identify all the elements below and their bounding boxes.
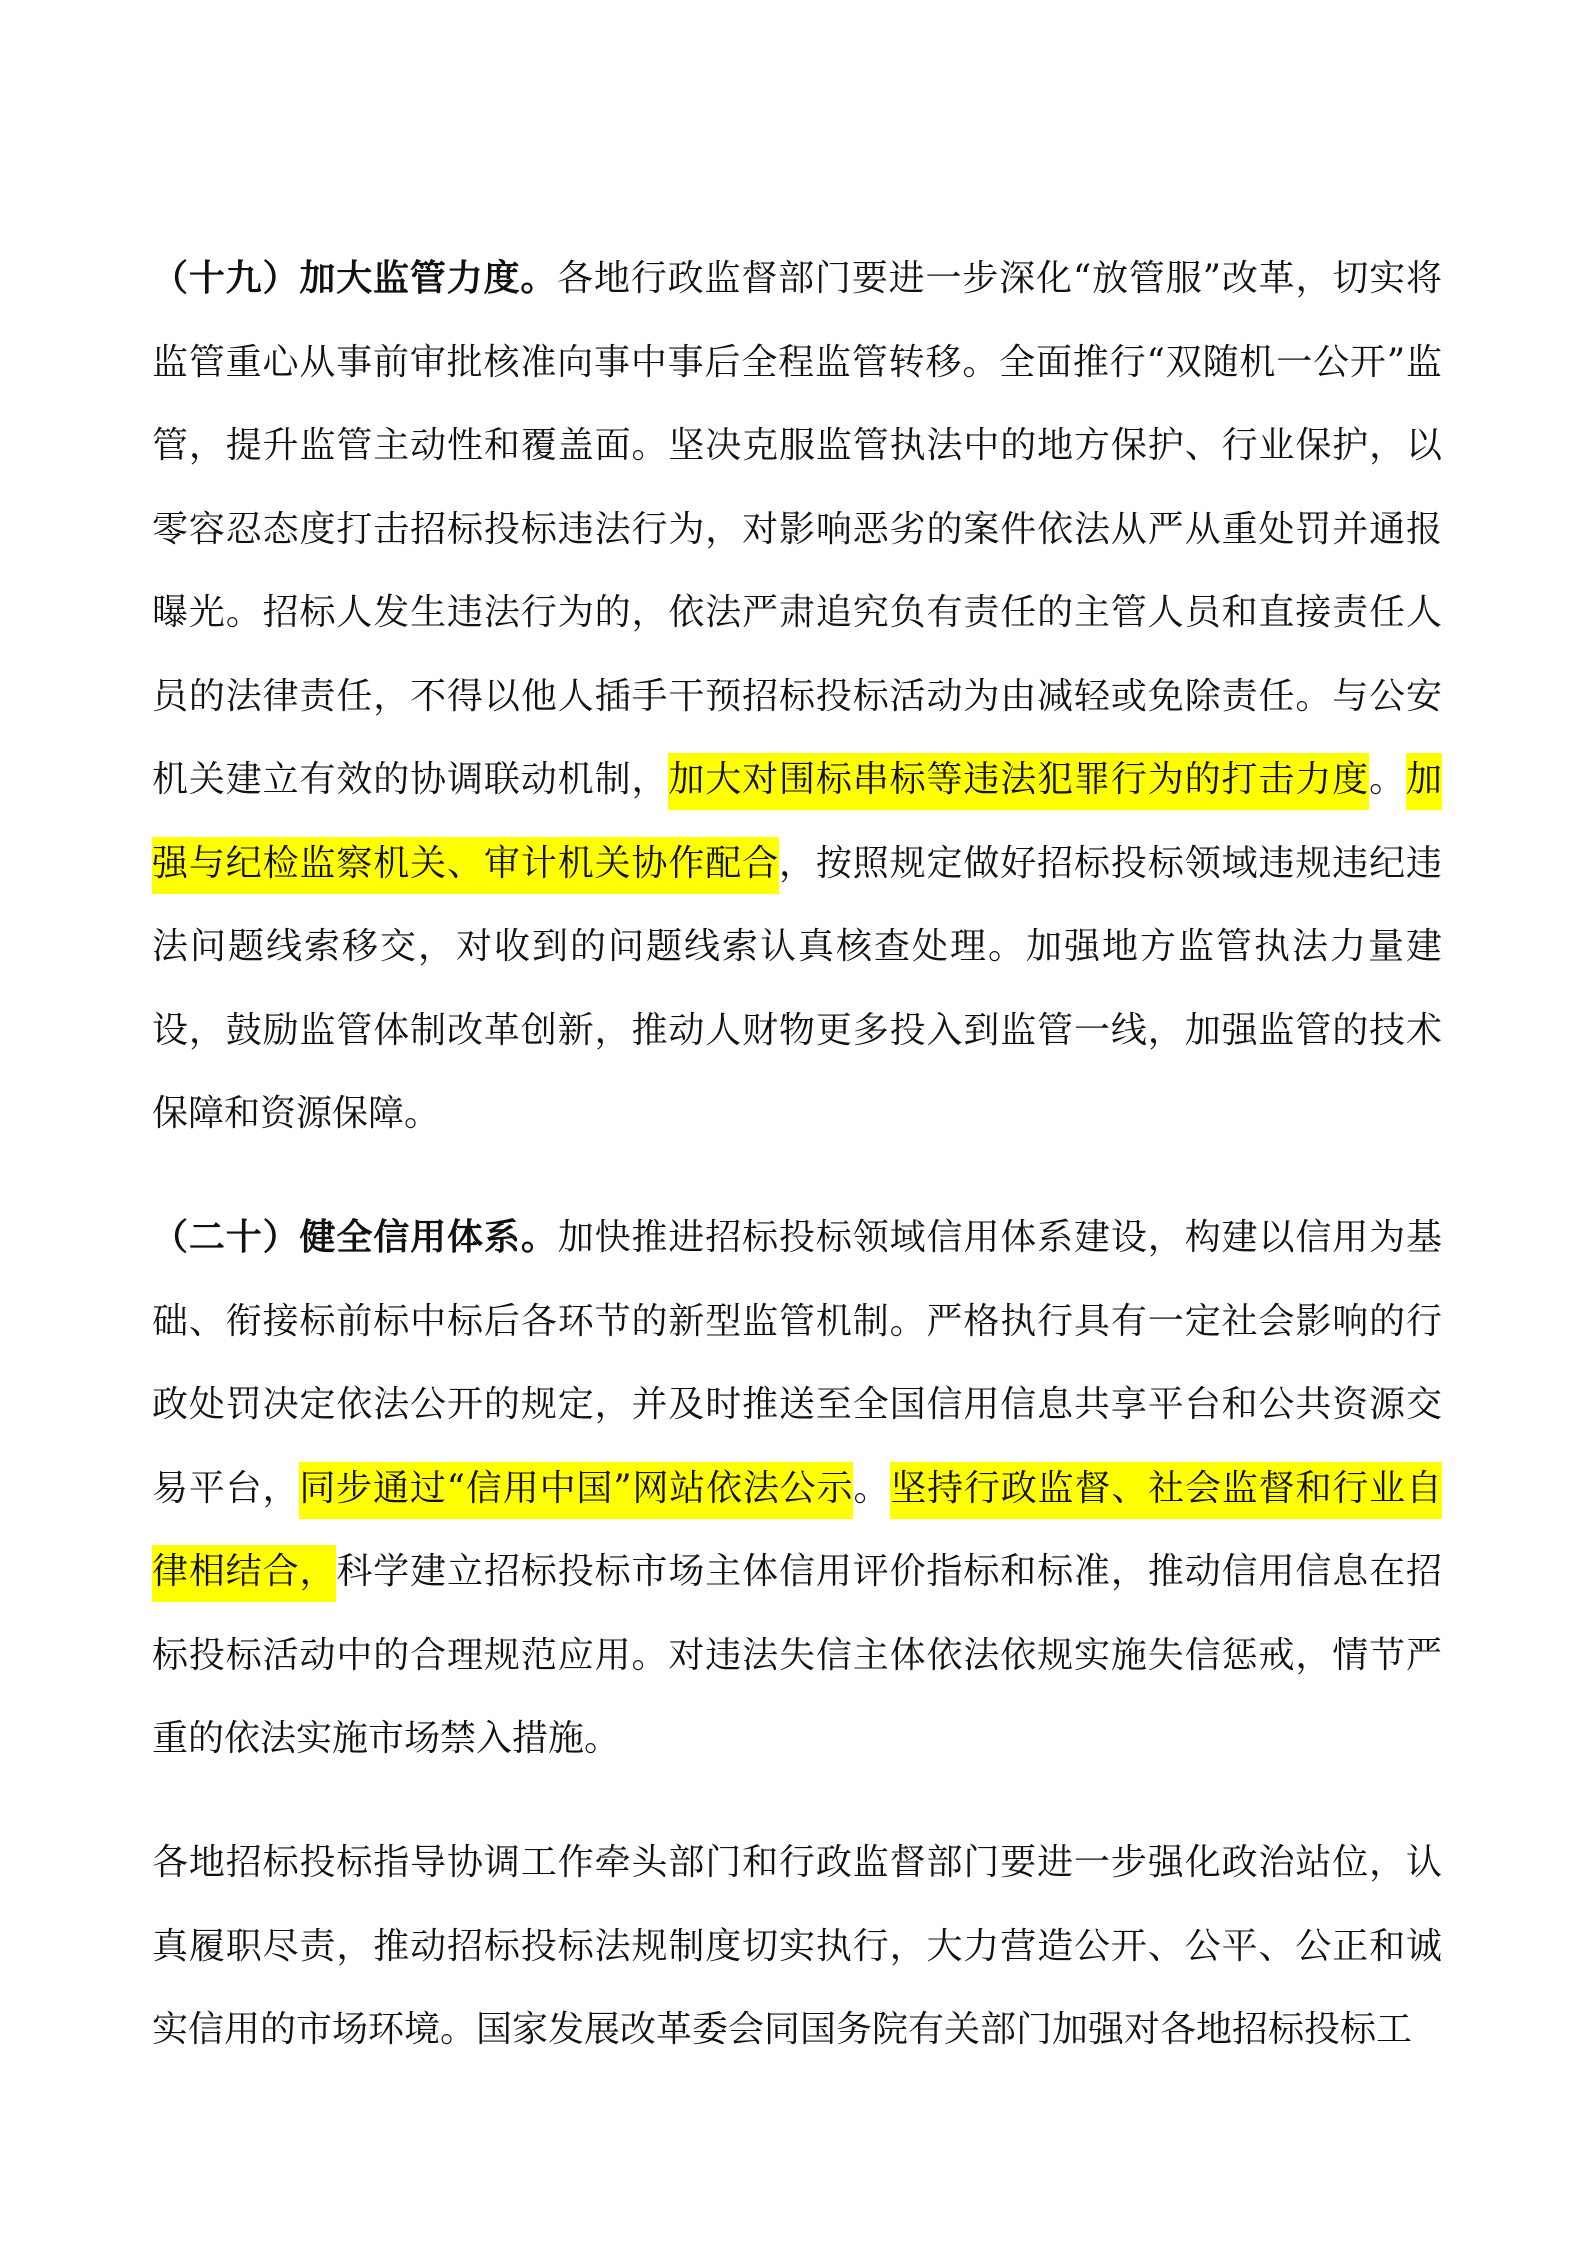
highlighted-text: 加强与纪检监察机关、审计机关协作配合 (152, 753, 1442, 894)
paragraph-credit-system (152, 1196, 1442, 1781)
paragraph-text: ，按照规定做好招标投标领域违规违纪违法问题线索移交，对收到的问题线索认真核查处理。加强地方监管执法力量建设，鼓励监管体制改革创新，推动人财物更多投入到监管一线，加强监管的技术保障和资源保障。 (152, 842, 1442, 1134)
paragraph-heading: （二十）健全信用体系。 (152, 1216, 558, 1258)
paragraph-closing (152, 1821, 1442, 2072)
paragraph-text: 各地行政监督部门要进一步深化“放管服”改革，切实将监管重心从事前审批核准向事中事后全程监管转移。全面推行“双随机一公开”监管，提升监管主动性和覆盖面。坚决克服监管执法中的地方保护、行业保护，以零容忍态度打击招标投标违法行为，对影响恶劣的案件依法从严从重处罚并通报曝光。招标人发生违法行为的，依法严肃追究负有责任的主管人员和直接责任人员的法律责任，不得以他人插手干预招标投标活动为由减轻或免除责任。与公安机关建立有效的协调联动机制， (152, 258, 1442, 800)
paragraph-heading: （十九）加大监管力度。 (152, 257, 558, 299)
highlighted-text: 坚持行政监督、社会监督和行业自律相结合， (152, 1462, 1442, 1603)
paragraph-text: 。 (1369, 759, 1406, 800)
paragraph-text: 加快推进招标投标领域信用体系建设，构建以信用为基础、衔接标前标中标后各环节的新型监管机制。严格执行具有一定社会影响的行政处罚决定依法公开的规定，并及时推送至全国信用信息共享平台和公共资源交易平台， (152, 1217, 1442, 1509)
paragraph-text: 。 (853, 1467, 891, 1509)
paragraph-strengthen-supervision (152, 237, 1442, 1156)
highlighted-text: 同步通过“信用中国”网站依法公示 (299, 1462, 853, 1519)
highlighted-text: 加大对围标串标等违法犯罪行为的打击力度 (668, 753, 1369, 810)
paragraph-text: 科学建立招标投标市场主体信用评价指标和标准，推动信用信息在招标投标活动中的合理规范应用。对违法失信主体依法依规实施失信惩戒，情节严重的依法实施市场禁入措施。 (152, 1551, 1442, 1759)
paragraph-text: 各地招标投标指导协调工作牵头部门和行政监督部门要进一步强化政治站位，认真履职尽责，推动招标投标法规制度切实执行，大力营造公开、公平、公正和诚实信用的市场环境。国家发展改革委会同国务院有关部门加强对各地招标投标工 (152, 1842, 1442, 2050)
